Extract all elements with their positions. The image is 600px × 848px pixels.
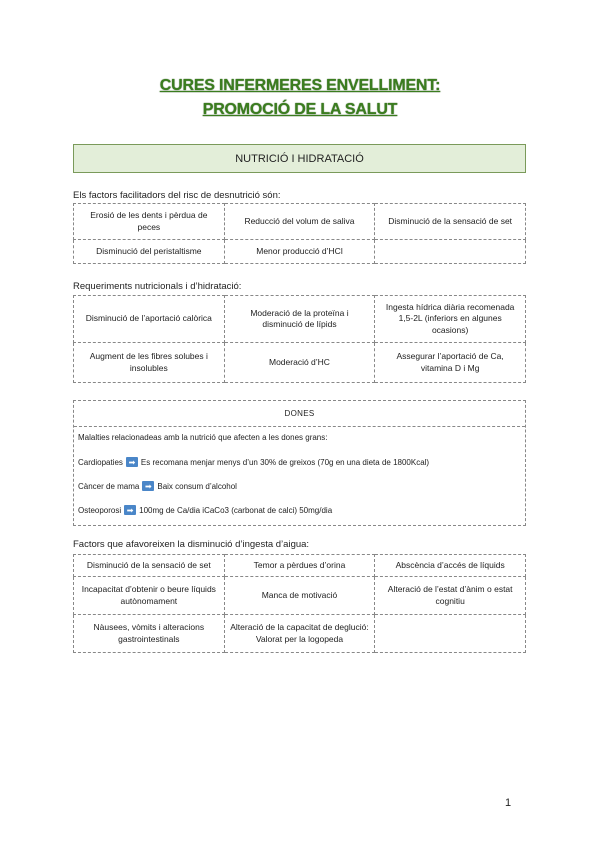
right-arrow-icon: ➡ bbox=[142, 481, 154, 491]
right-arrow-icon: ➡ bbox=[126, 457, 138, 467]
table-cell: Temor a pèrdues d’orina bbox=[224, 555, 375, 577]
dones-intro: Malalties relacionadeas amb la nutrició que afecten a les dones grans: bbox=[78, 433, 328, 442]
table-row bbox=[74, 240, 526, 264]
table-row bbox=[74, 615, 526, 653]
table-cell: Alteració de la capacitat de deglució: Valorat per la logopeda bbox=[224, 615, 375, 653]
table-cell: Disminució de la sensació de set bbox=[74, 555, 225, 577]
table-row bbox=[74, 204, 526, 240]
table-cell: Assegurar l’aportació de Ca, vitamina D i Mg bbox=[375, 343, 526, 383]
table-cell: Alteració de l’estat d’ànim o estat cognitiu bbox=[375, 577, 526, 615]
table-cell: Erosió de les dents i pèrdua de peces bbox=[74, 204, 225, 240]
dones-heading: DONES bbox=[74, 401, 525, 427]
section-banner: NUTRICIÓ I HIDRATACIÓ bbox=[73, 144, 526, 173]
table-cell: Moderació d’HC bbox=[224, 343, 375, 383]
table-cell bbox=[375, 615, 526, 653]
section1-label: Els factors facilitadors del risc de desnutrició són: bbox=[73, 190, 281, 201]
table-row bbox=[74, 343, 526, 383]
dones-box bbox=[73, 400, 526, 526]
table-cell: Incapacitat d’obtenir o beure líquids autònomament bbox=[74, 577, 225, 615]
document-title-line-1: CURES INFERMERES ENVELLIMENT: bbox=[159, 77, 441, 94]
table-cell: Manca de motivació bbox=[224, 577, 375, 615]
table-cell: Augment de les fibres solubes i insolubles bbox=[74, 343, 225, 383]
table-cell: Moderació de la proteïna i disminució de lípids bbox=[224, 296, 375, 343]
table-row bbox=[74, 296, 526, 343]
table-row bbox=[74, 555, 526, 577]
dones-item-term: Osteoporosi bbox=[78, 505, 122, 515]
section1-table bbox=[73, 203, 526, 264]
page-number: 1 bbox=[505, 797, 512, 809]
section2-label: Requeriments nutricionals i d’hidratació: bbox=[73, 281, 242, 292]
section2-table bbox=[73, 295, 526, 383]
table-cell: Reducció del volum de saliva bbox=[224, 204, 375, 240]
dones-item-cardiopaties bbox=[78, 457, 429, 467]
dones-item-osteoporosi bbox=[78, 505, 332, 515]
table-cell: Abscència d’accés de líquids bbox=[375, 555, 526, 577]
dones-item-cancer bbox=[78, 481, 237, 491]
section3-label: Factors que afavoreixen la disminució d’ingesta d’aigua: bbox=[73, 539, 310, 550]
dones-item-term: Càncer de mama bbox=[78, 481, 140, 491]
dones-item-text: Es recomana menjar menys d’un 30% de greixos (70g en una dieta de 1800Kcal) bbox=[140, 457, 430, 467]
table-cell: Disminució de la sensació de set bbox=[375, 204, 526, 240]
dones-item-text: 100mg de Ca/dia iCaCo3 (carbonat de calci) 50mg/dia bbox=[139, 505, 333, 515]
table-cell bbox=[375, 240, 526, 264]
section3-table bbox=[73, 554, 526, 653]
table-cell: Disminució del peristaltisme bbox=[74, 240, 225, 264]
table-cell: Nàusees, vòmits i alteracions gastrointestinals bbox=[74, 615, 225, 653]
table-cell: Ingesta hídrica diària recomenada 1,5-2L (inferiors en algunes ocasions) bbox=[375, 296, 526, 343]
table-row bbox=[74, 577, 526, 615]
document-title-line-2: PROMOCIÓ DE LA SALUT bbox=[202, 101, 398, 118]
table-cell: Menor producció d’HCl bbox=[224, 240, 375, 264]
dones-item-term: Cardiopaties bbox=[78, 457, 123, 467]
dones-item-text: Baix consum d’alcohol bbox=[157, 481, 237, 491]
table-cell: Disminució de l’aportació calòrica bbox=[74, 296, 225, 343]
right-arrow-icon: ➡ bbox=[124, 505, 136, 515]
